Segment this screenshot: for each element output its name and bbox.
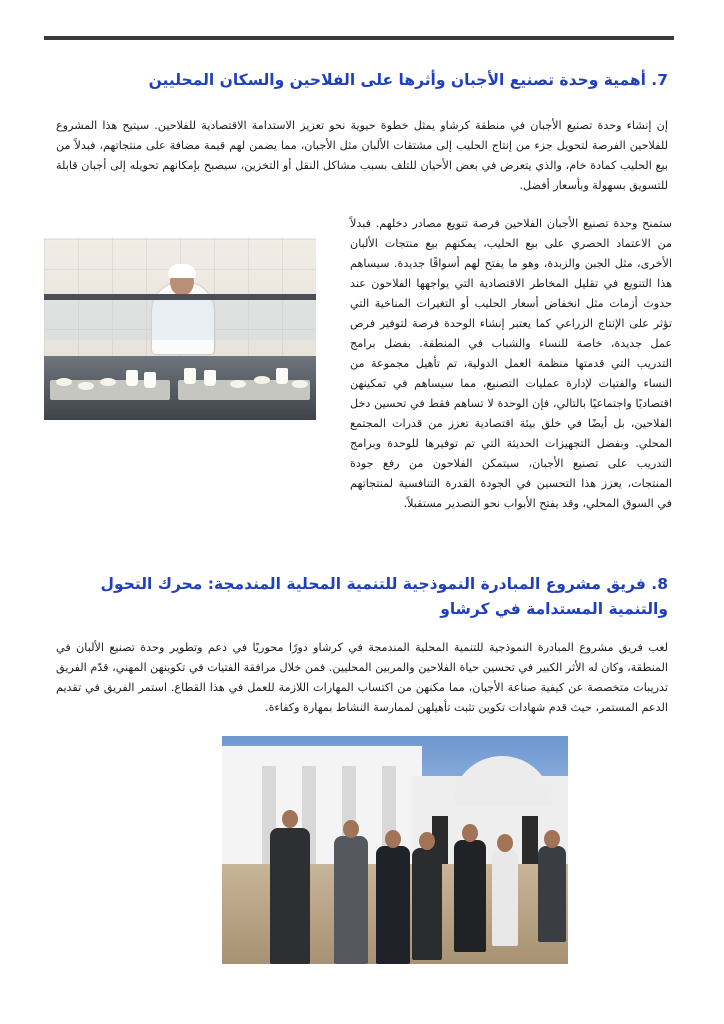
section-7-paragraph-2: ستمنح وحدة تصنيع الأجبان الفلاحين فرصة تنويع مصادر دخلهم. فبدلاً من الاعتماد الحصري على بيع الحليب، يمكنهم بيع منتجات الألبان الأخرى، مثل الجبن والزبدة، وهو ما يفتح لهم أسواقًا جديدة. سيساهم هذا التنويع في تقليل المخاطر الاقتصادية التي يواجهها الفلاحون عند حدوث أزمات مثل انخفاض أسعار الحليب أو التغيرات المناخية التي تؤثر على الإنتاج الزراعي كما يعتبر إنشاء الوحدة فرصة لتوفير فرص عمل جديدة، خاصة للنساء والشباب في المنطقة. بفضل برامج التدريب التي قدمتها منظمة العمل الدولية، تم تأهيل مجموعة من النساء والفتيات لإدارة عمليات التصنيع، مما سيساهم في تمكينهن اقتصاديًا واجتماعيًا بالتالي، فإن الوحدة لا تساهم فقط في تحسين دخل الفلاحين، بل أيضًا في خلق بيئة اقتصادية تعزز من قدرات المجتمع المحلي. وبفضل التجهيزات الحديثة التي تم توفيرها للوحدة وبرامج التدريب على تصنيع الأجبان، سيتمكن الفلاحون من رفع جودة المنتجات، يعزز هذا التحسين في الجودة القدرة التنافسية لمنتجاتهم في السوق المحلي، وقد يفتح الأبواب نحو التصدير مستقبلاً. bbox=[350, 217, 672, 510]
building-visit-photo bbox=[222, 736, 568, 964]
section-7-heading: 7. أهمية وحدة تصنيع الأجبان وأثرها على الفلاحين والسكان المحليين bbox=[148, 71, 668, 89]
cheese-workshop-photo bbox=[44, 238, 316, 420]
top-divider bbox=[44, 36, 674, 40]
section-7-paragraph-1: إن إنشاء وحدة تصنيع الأجبان في منطقة كرشاو يمثل خطوة حيوية نحو تعزيز الاستدامة الاقتصادية للفلاحين. سيتيح هذا المشروع للفلاحين الفرصة لتحويل جزء من إنتاج الحليب إلى مشتقات الألبان مثل الأجبان، مما يضمن لهم قيمة مضافة على منتجاتهم، فبدلاً من بيع الحليب كمادة خام، والذي يتعرض في بعض الأحيان للتلف بسبب مشاكل النقل أو التخزين، سيصبح بإمكانهم تحويله إلى أجبان قابلة للتسويق بسهولة وبأسعار أفضل. bbox=[56, 119, 668, 192]
section-8-paragraph-1: لعب فريق مشروع المبادرة النموذجية للتنمية المحلية المندمجة في كرشاو دورًا محوريًا في دعم وتطوير وحدة تصنيع الألبان في المنطقة، وكان له الأثر الكبير في تحسين حياة الفلاحين والمربين المحليين. فمن خلال مرافقة الفتيات في تكوينهن المهني، قدّم الفريق تدريبات متخصصة عن كيفية صناعة الأجبان، مما مكنهن من اكتساب المهارات اللازمة للعمل في هذا القطاع. استمر الفريق في تقديم الدعم المستمر، حيث قدم شهادات تكوين تثبت تأهيلهن لممارسة النشاط بمهارة وكفاءة. bbox=[56, 641, 668, 714]
section-8-heading: 8. فريق مشروع المبادرة النموذجية للتنمية المحلية المندمجة: محرك التحول والتنمية المستدامة في كرشاو bbox=[100, 575, 668, 618]
